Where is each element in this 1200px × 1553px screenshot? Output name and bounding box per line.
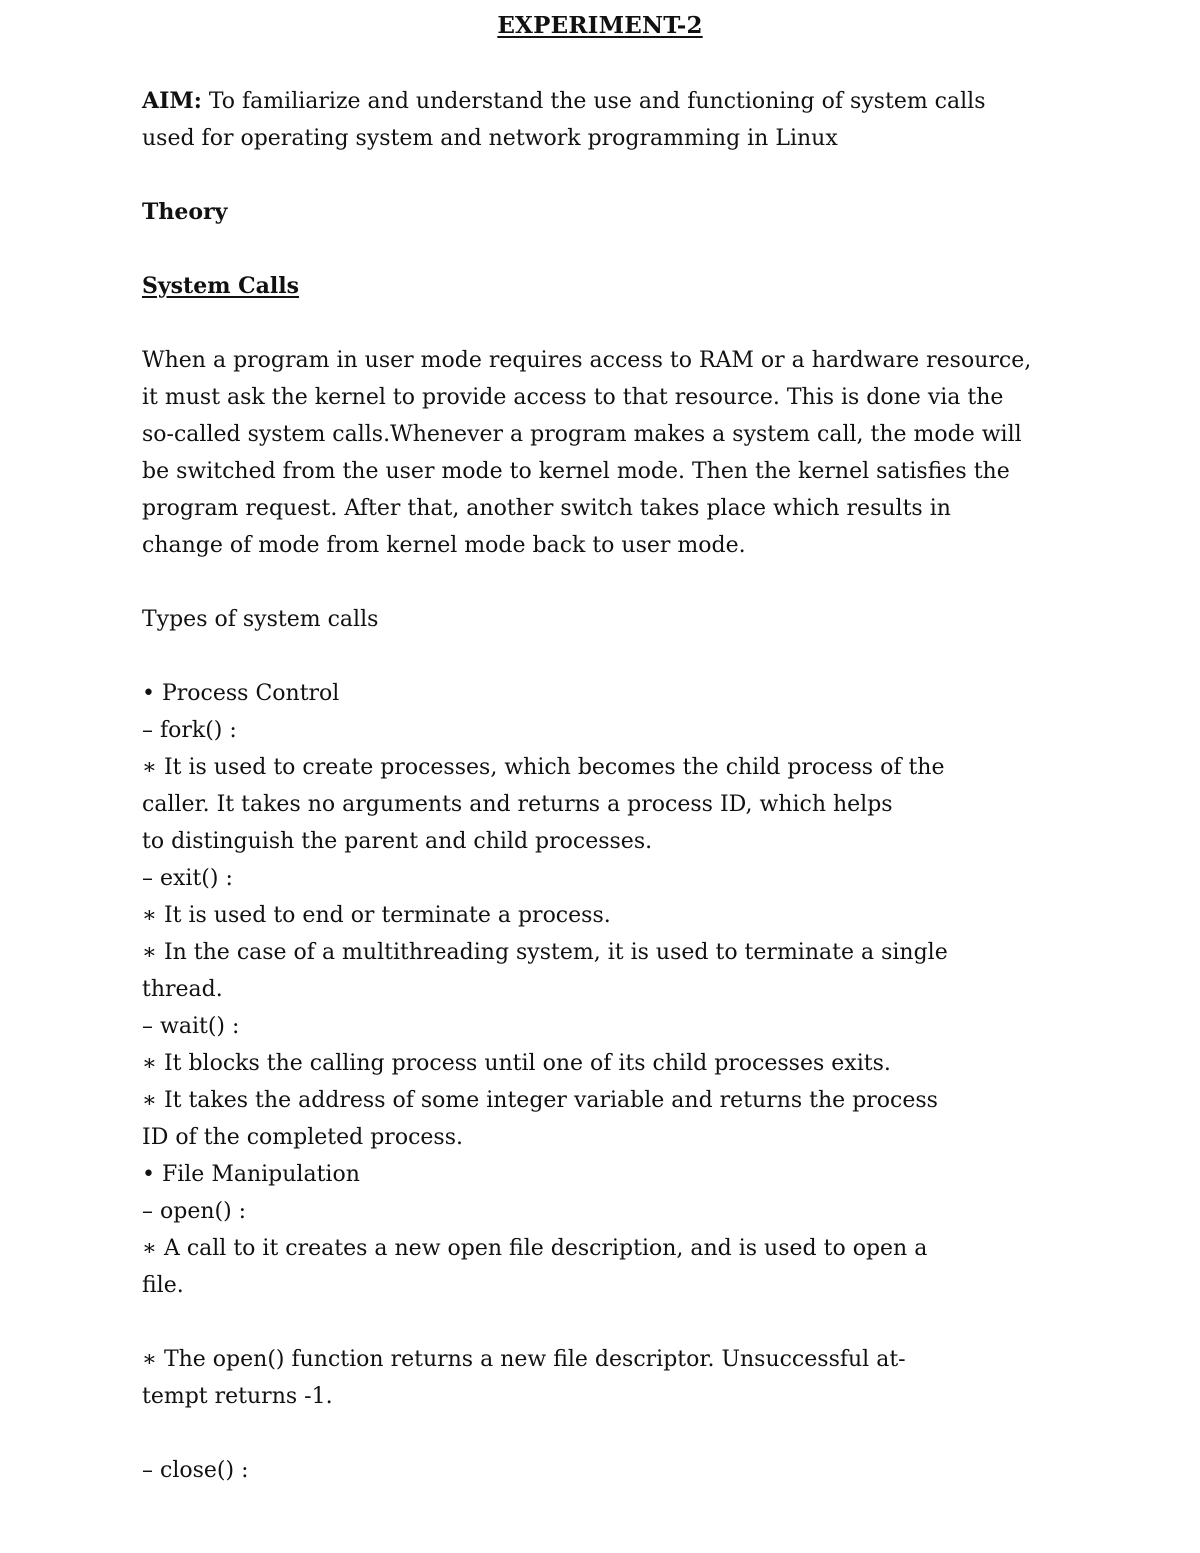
list-item: – open() : [142,1199,247,1224]
paragraph-line: change of mode from kernel mode back to user mode. [142,533,746,558]
theory-heading: Theory [142,199,228,225]
aim-line-1 [142,83,1082,120]
spacer [142,157,1082,194]
close-heading: – close() : [142,1458,249,1483]
spacer [142,1304,1082,1341]
list-item: – exit() : [142,866,233,891]
document-body [142,83,1082,1489]
list-item: file. [142,1273,184,1298]
spacer [142,305,1082,342]
list-item: thread. [142,977,223,1002]
aim-label: AIM: [142,88,202,114]
list-item: – fork() : [142,718,237,743]
spacer [142,1415,1082,1452]
list-item: ∗ In the case of a multithreading system, it is used to terminate a single [142,940,948,965]
list-item: • Process Control [142,681,340,706]
types-heading: Types of system calls [142,607,379,632]
list-item: ∗ It is used to end or terminate a process. [142,903,611,928]
list-item: ∗ The open() function returns a new file descriptor. Unsuccessful at- [142,1347,906,1372]
paragraph-line: be switched from the user mode to kernel mode. Then the kernel satisfies the [142,459,1010,484]
paragraph-line: so-called system calls.Whenever a program makes a system call, the mode will [142,422,1022,447]
list-item: tempt returns -1. [142,1384,333,1409]
spacer [142,231,1082,268]
aim-text-1: To familiarize and understand the use and functioning of system calls [201,89,986,114]
aim-line-2: used for operating system and network programming in Linux [142,126,838,151]
paragraph-line: it must ask the kernel to provide access to that resource. This is done via the [142,385,1004,410]
list-item: – wait() : [142,1014,240,1039]
system-calls-heading-row [142,268,1082,305]
list-item: caller. It takes no arguments and returns a process ID, which helps [142,792,893,817]
spacer [142,564,1082,601]
paragraph-line: program request. After that, another switch takes place which results in [142,496,951,521]
list-item: ∗ It takes the address of some integer variable and returns the process [142,1088,938,1113]
list-item: ∗ A call to it creates a new open file description, and is used to open a [142,1236,928,1261]
page-title: EXPERIMENT-2 [497,12,703,39]
list-item: • File Manipulation [142,1162,360,1187]
paragraph-line: When a program in user mode requires access to RAM or a hardware resource, [142,348,1032,373]
system-calls-heading: System Calls [142,273,300,299]
list-item: ∗ It blocks the calling process until one of its child processes exits. [142,1051,891,1076]
list-item: to distinguish the parent and child processes. [142,829,653,854]
list-item: ID of the completed process. [142,1125,463,1150]
list-item: ∗ It is used to create processes, which becomes the child process of the [142,755,945,780]
spacer [142,638,1082,675]
